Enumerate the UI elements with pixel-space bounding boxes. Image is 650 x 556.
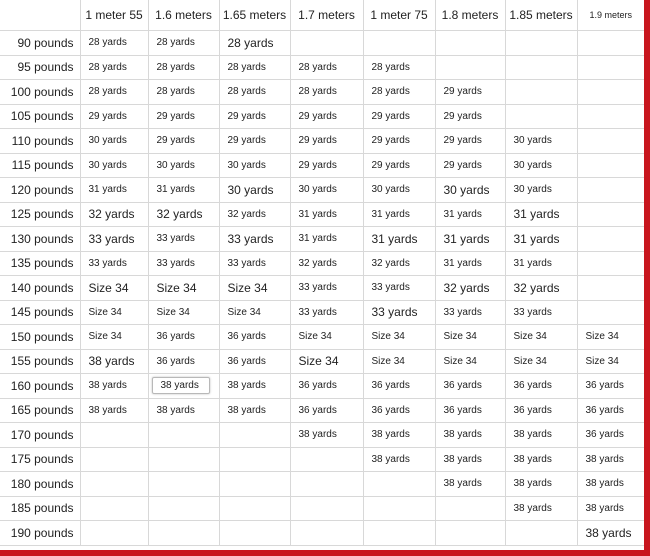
table-cell[interactable] [363,496,435,521]
table-cell[interactable] [219,472,290,497]
table-cell[interactable] [435,521,505,546]
table-cell[interactable]: 30 yards [505,153,577,178]
table-cell[interactable]: 38 yards [577,496,644,521]
table-cell[interactable] [505,55,577,80]
table-row [0,374,644,399]
table-cell[interactable]: 33 yards [148,227,219,252]
table-cell[interactable] [577,104,644,129]
table-cell[interactable] [577,251,644,276]
table-cell[interactable]: 36 yards [505,398,577,423]
selected-cell-value: 38 yards [152,377,210,394]
table-cell[interactable]: Size 34 [363,325,435,350]
table-cell[interactable]: Size 34 [435,349,505,374]
table-cell[interactable]: 33 yards [148,251,219,276]
table-cell[interactable]: 33 yards [219,227,290,252]
table-cell[interactable] [435,55,505,80]
table-cell[interactable]: 29 yards [80,104,148,129]
table-row [0,447,644,472]
table-cell[interactable]: 31 yards [363,227,435,252]
table-cell[interactable]: 32 yards [435,276,505,301]
table-cell[interactable]: 38 yards [577,472,644,497]
table-cell[interactable]: 33 yards [290,300,363,325]
table-row [0,472,644,497]
table-cell[interactable]: 36 yards [148,349,219,374]
weight-row-header: 145 pounds [0,300,80,325]
table-cell[interactable]: Size 34 [80,325,148,350]
table-cell[interactable]: 31 yards [435,251,505,276]
table-cell[interactable]: 28 yards [219,55,290,80]
table-cell[interactable]: 38 yards [435,472,505,497]
weight-row-header: 115 pounds [0,153,80,178]
weight-row-header: 185 pounds [0,496,80,521]
table-cell[interactable] [148,423,219,448]
table-cell[interactable]: 38 yards [80,349,148,374]
table-cell[interactable]: Size 34 [577,349,644,374]
weight-row-header: 150 pounds [0,325,80,350]
table-cell[interactable]: 28 yards [219,80,290,105]
table-cell[interactable]: 30 yards [219,153,290,178]
table-cell[interactable]: 31 yards [290,202,363,227]
table-cell[interactable]: 28 yards [80,55,148,80]
table-cell[interactable]: 36 yards [363,398,435,423]
table-row [0,521,644,546]
height-column-header: 1.7 meters [290,0,363,31]
table-cell[interactable]: 28 yards [80,80,148,105]
table-cell[interactable]: 38 yards [505,496,577,521]
table-cell[interactable] [577,55,644,80]
weight-row-header: 125 pounds [0,202,80,227]
table-cell[interactable] [577,227,644,252]
table-row [0,398,644,423]
table-cell[interactable]: 38 yards [577,521,644,546]
table-cell[interactable] [577,178,644,203]
table-cell[interactable]: 33 yards [363,300,435,325]
table-cell[interactable]: 38 yards [148,398,219,423]
table-cell[interactable] [219,447,290,472]
table-cell[interactable]: 29 yards [290,153,363,178]
table-cell[interactable]: 32 yards [219,202,290,227]
height-column-header: 1 meter 75 [363,0,435,31]
table-cell[interactable]: 31 yards [148,178,219,203]
table-cell[interactable]: Size 34 [80,300,148,325]
table-cell[interactable]: 33 yards [290,276,363,301]
height-column-header: 1.65 meters [219,0,290,31]
table-cell[interactable]: 32 yards [148,202,219,227]
table-row [0,496,644,521]
table-cell[interactable] [148,521,219,546]
table-cell[interactable]: 33 yards [363,276,435,301]
table-cell[interactable]: 28 yards [148,31,219,56]
table-cell[interactable] [577,300,644,325]
table-cell[interactable] [290,521,363,546]
table-cell[interactable]: Size 34 [505,349,577,374]
table-cell[interactable]: 36 yards [219,325,290,350]
table-cell[interactable]: 28 yards [363,55,435,80]
table-cell[interactable]: 33 yards [435,300,505,325]
table-cell[interactable] [505,104,577,129]
table-cell[interactable]: 38 yards [219,398,290,423]
table-cell[interactable] [80,521,148,546]
table-cell[interactable] [505,31,577,56]
table-row [0,251,644,276]
table-row [0,300,644,325]
table-cell[interactable] [148,496,219,521]
table-cell[interactable]: 38 yards [505,472,577,497]
table-row [0,349,644,374]
weight-row-header: 155 pounds [0,349,80,374]
table-cell[interactable]: 32 yards [505,276,577,301]
weight-row-header: 110 pounds [0,129,80,154]
height-column-header: 1.6 meters [148,0,219,31]
table-cell[interactable] [148,447,219,472]
table-cell[interactable] [577,276,644,301]
weight-row-header: 180 pounds [0,472,80,497]
height-column-header: 1.9 meters [577,0,644,31]
table-cell[interactable] [577,202,644,227]
table-body [0,31,644,546]
table-cell[interactable] [505,521,577,546]
table-cell[interactable]: Size 34 [148,276,219,301]
table-cell[interactable]: 30 yards [219,178,290,203]
table-cell[interactable]: 28 yards [80,31,148,56]
weight-row-header: 95 pounds [0,55,80,80]
table-cell[interactable]: 38 yards [219,374,290,399]
table-cell[interactable]: 30 yards [505,129,577,154]
table-cell[interactable] [290,447,363,472]
table-cell[interactable]: 31 yards [80,178,148,203]
table-cell[interactable]: 31 yards [290,227,363,252]
corner-header [0,0,80,31]
table-cell[interactable]: 38 yards [363,423,435,448]
table-row [0,31,644,56]
table-cell[interactable]: 36 yards [435,374,505,399]
table-row [0,423,644,448]
table-cell[interactable]: 31 yards [505,251,577,276]
table-row [0,227,644,252]
weight-row-header: 190 pounds [0,521,80,546]
header-row [0,0,644,31]
table-cell[interactable]: Size 34 [363,349,435,374]
weight-row-header: 165 pounds [0,398,80,423]
table-cell[interactable] [80,472,148,497]
selected-table-cell[interactable] [148,374,219,399]
table-cell[interactable]: 33 yards [219,251,290,276]
table-cell[interactable]: 36 yards [505,374,577,399]
table-cell[interactable]: 28 yards [363,80,435,105]
table-cell[interactable] [435,31,505,56]
height-column-header: 1 meter 55 [80,0,148,31]
table-cell[interactable]: 30 yards [290,178,363,203]
weight-row-header: 130 pounds [0,227,80,252]
weight-row-header: 105 pounds [0,104,80,129]
table-cell[interactable]: 29 yards [219,104,290,129]
table-cell[interactable] [435,496,505,521]
weight-row-header: 90 pounds [0,31,80,56]
table-cell[interactable] [290,496,363,521]
table-cell[interactable]: 36 yards [577,374,644,399]
table-cell[interactable]: 38 yards [290,423,363,448]
table-row [0,129,644,154]
table-row [0,202,644,227]
table-cell[interactable]: 29 yards [363,104,435,129]
weight-row-header: 120 pounds [0,178,80,203]
weight-row-header: 135 pounds [0,251,80,276]
table-cell[interactable]: 36 yards [290,374,363,399]
table-cell[interactable] [577,31,644,56]
weight-row-header: 175 pounds [0,447,80,472]
table-cell[interactable]: 29 yards [148,129,219,154]
table-cell[interactable]: Size 34 [435,325,505,350]
table-row [0,80,644,105]
table-cell[interactable] [505,80,577,105]
table-cell[interactable]: Size 34 [290,325,363,350]
table-cell[interactable]: 30 yards [80,129,148,154]
table-cell[interactable]: 38 yards [363,447,435,472]
table-cell[interactable]: 29 yards [363,153,435,178]
table-cell[interactable]: 38 yards [80,398,148,423]
table-cell[interactable]: 32 yards [80,202,148,227]
table-cell[interactable]: 28 yards [290,80,363,105]
table-cell[interactable]: 38 yards [505,447,577,472]
table-cell[interactable]: 29 yards [435,104,505,129]
table-cell[interactable]: 30 yards [80,153,148,178]
weight-row-header: 160 pounds [0,374,80,399]
table-row [0,153,644,178]
table-cell[interactable]: 36 yards [363,374,435,399]
table-cell[interactable]: Size 34 [80,276,148,301]
table-row [0,325,644,350]
table-cell[interactable]: 28 yards [148,55,219,80]
table-cell[interactable]: 28 yards [148,80,219,105]
table-cell[interactable]: Size 34 [290,349,363,374]
table-cell[interactable]: 29 yards [435,129,505,154]
table-cell[interactable]: 36 yards [435,398,505,423]
table-cell[interactable] [363,31,435,56]
table-cell[interactable] [577,153,644,178]
table-cell[interactable]: Size 34 [219,276,290,301]
table-cell[interactable] [80,423,148,448]
table-row [0,104,644,129]
table-cell[interactable]: 29 yards [290,104,363,129]
table-cell[interactable]: 38 yards [80,374,148,399]
table-cell[interactable]: 31 yards [435,202,505,227]
table-cell[interactable] [219,423,290,448]
table-cell[interactable] [219,496,290,521]
table-cell[interactable] [363,521,435,546]
table-cell[interactable]: 29 yards [148,104,219,129]
weight-row-header: 170 pounds [0,423,80,448]
table-cell[interactable]: 32 yards [290,251,363,276]
table-cell[interactable]: Size 34 [577,325,644,350]
table-row [0,55,644,80]
table-cell[interactable]: 29 yards [219,129,290,154]
table-cell[interactable] [577,80,644,105]
table-cell[interactable]: 29 yards [435,80,505,105]
table-cell[interactable]: 30 yards [363,178,435,203]
table-cell[interactable]: 33 yards [505,300,577,325]
table-cell[interactable]: 38 yards [435,423,505,448]
height-column-header: 1.8 meters [435,0,505,31]
table-cell[interactable]: 29 yards [363,129,435,154]
table-cell[interactable] [363,472,435,497]
table-cell[interactable]: 31 yards [505,202,577,227]
table-cell[interactable] [577,129,644,154]
table-cell[interactable]: 30 yards [435,178,505,203]
table-cell[interactable]: Size 34 [219,300,290,325]
table-cell[interactable]: 31 yards [505,227,577,252]
table-cell[interactable]: 38 yards [505,423,577,448]
table-cell[interactable]: 36 yards [219,349,290,374]
table-cell[interactable]: 33 yards [80,251,148,276]
table-cell[interactable] [80,496,148,521]
table-cell[interactable] [219,521,290,546]
weight-row-header: 100 pounds [0,80,80,105]
table-cell[interactable] [290,472,363,497]
table-cell[interactable]: 33 yards [80,227,148,252]
table-row [0,178,644,203]
table-cell[interactable]: 31 yards [435,227,505,252]
table-cell[interactable]: 28 yards [290,55,363,80]
table-cell[interactable]: 30 yards [148,153,219,178]
table-cell[interactable]: 28 yards [219,31,290,56]
table-cell[interactable]: 29 yards [435,153,505,178]
table-cell[interactable]: 32 yards [363,251,435,276]
table-cell[interactable]: 31 yards [363,202,435,227]
table-cell[interactable]: Size 34 [148,300,219,325]
table-cell[interactable]: 38 yards [435,447,505,472]
table-cell[interactable]: 36 yards [577,423,644,448]
weight-row-header: 140 pounds [0,276,80,301]
table-cell[interactable]: 38 yards [577,447,644,472]
table-cell[interactable]: Size 34 [505,325,577,350]
table-cell[interactable]: 36 yards [148,325,219,350]
table-cell[interactable] [290,31,363,56]
table-cell[interactable]: 36 yards [290,398,363,423]
table-cell[interactable]: 30 yards [505,178,577,203]
table-row [0,276,644,301]
table-cell[interactable] [148,472,219,497]
table-cell[interactable] [80,447,148,472]
table-cell[interactable]: 29 yards [290,129,363,154]
table-cell[interactable]: 36 yards [577,398,644,423]
height-column-header: 1.85 meters [505,0,577,31]
